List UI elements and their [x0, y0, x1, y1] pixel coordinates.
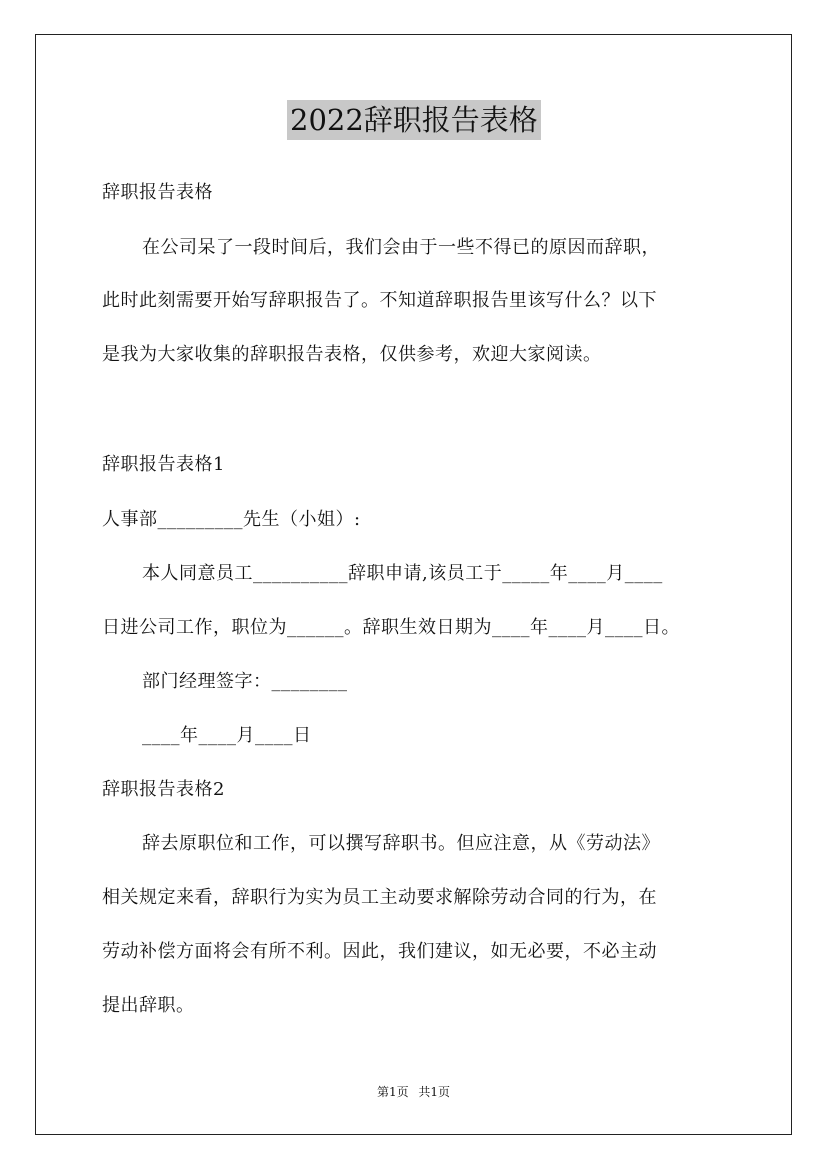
section-heading-1: 辞职报告表格1	[102, 454, 225, 475]
paragraph-line: 日进公司工作，职位为______。辞职生效日期为____年____月____日。	[102, 617, 680, 638]
salutation-line: 人事部_________先生（小姐）:	[102, 509, 361, 530]
paragraph-line: 此时此刻需要开始写辞职报告了。不知道辞职报告里该写什么？以下	[102, 290, 657, 311]
signature-line: 部门经理签字：________	[142, 671, 348, 692]
paragraph-line: 本人同意员工__________辞职申请,该员工于_____年____月____	[142, 563, 663, 584]
page-total: 共1页	[418, 1085, 451, 1099]
paragraph-line: 是我为大家收集的辞职报告表格，仅供参考，欢迎大家阅读。	[102, 344, 602, 365]
page-number: 第1页	[376, 1085, 409, 1099]
section-heading-2: 辞职报告表格2	[102, 779, 225, 800]
paragraph-line: 在公司呆了一段时间后，我们会由于一些不得已的原因而辞职，	[142, 237, 660, 258]
date-line: ____年____月____日	[142, 725, 312, 746]
paragraph-line: 辞去原职位和工作，可以撰写辞职书。但应注意，从《劳动法》	[142, 833, 660, 854]
paragraph-line: 相关规定来看，辞职行为实为员工主动要求解除劳动合同的行为，在	[102, 887, 657, 908]
section-heading-intro: 辞职报告表格	[102, 182, 213, 203]
paragraph-line: 劳动补偿方面将会有所不利。因此，我们建议，如无必要，不必主动	[102, 941, 657, 962]
page-footer	[0, 1083, 827, 1101]
document-title: 2022辞职报告表格	[287, 100, 541, 140]
paragraph-line: 提出辞职。	[102, 995, 195, 1016]
